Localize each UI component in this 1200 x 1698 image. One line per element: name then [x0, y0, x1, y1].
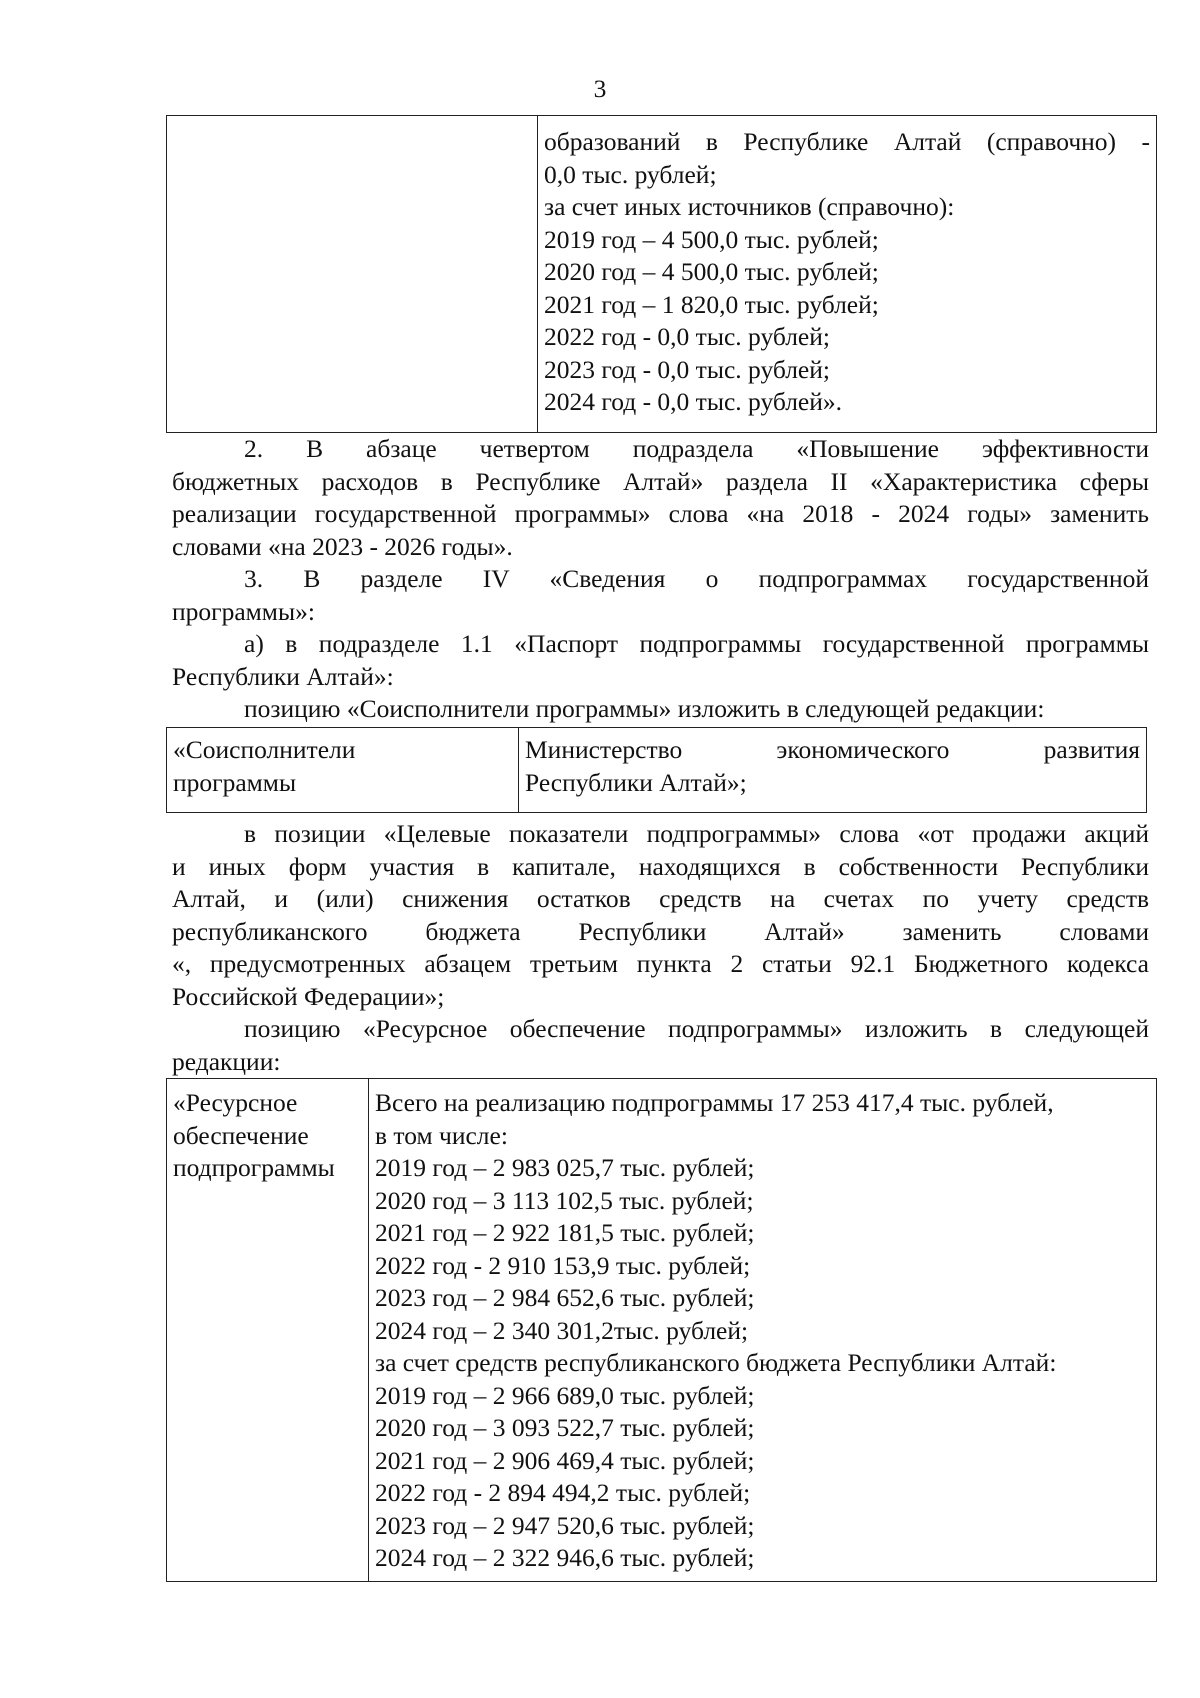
coexecutors-table: [166, 727, 1147, 813]
table-line: за счет иных источников (справочно):: [544, 192, 955, 221]
table-line: «Соисполнители: [173, 735, 356, 764]
paragraph-resource-intro: [172, 1013, 1149, 1078]
text-line: 3. В разделе IV «Сведения о подпрограммах государственной: [244, 564, 1149, 593]
paragraph-coexec-intro: [172, 693, 1149, 726]
paragraph-item-3: [172, 563, 1149, 628]
table-line: 2023 год – 2 984 652,6 тыс. рублей;: [375, 1283, 755, 1312]
table-line: 2022 год - 2 910 153,9 тыс. рублей;: [375, 1250, 751, 1280]
text-line: Республики Алтай»:: [172, 661, 394, 691]
text-line: бюджетных расходов в Республике Алтай» раздела II «Характеристика сферы: [172, 466, 1149, 496]
table-line: 2024 год – 2 322 946,6 тыс. рублей;: [375, 1543, 755, 1572]
text-line: Алтай, и (или) снижения остатков средств на счетах по учету средств: [172, 884, 1149, 913]
paragraph-item-2: [172, 433, 1149, 563]
text-line: программы»:: [172, 596, 315, 626]
text-line: в позиции «Целевые показатели подпрограммы» слова «от продажи акций: [244, 819, 1149, 848]
paragraph-item-3a: [172, 628, 1149, 693]
table-cell-empty: [167, 116, 538, 433]
text-line: «, предусмотренных абзацем третьим пункта 2 статьи 92.1 Бюджетного кодекса: [172, 949, 1149, 978]
table-line: 2024 год – 2 340 301,2тыс. рублей;: [375, 1315, 749, 1345]
text-line: 2. В абзаце четвертом подраздела «Повышение эффективности: [244, 434, 1149, 463]
text-line: республиканского бюджета Республики Алтай» заменить словами: [172, 916, 1149, 946]
table-line: 2021 год – 1 820,0 тыс. рублей;: [544, 289, 879, 319]
table-line: 2024 год - 0,0 тыс. рублей».: [544, 387, 843, 416]
table-cell-resource-values: [369, 1079, 1157, 1582]
table-line: за счет средств республиканского бюджета Республики Алтай:: [375, 1348, 1057, 1377]
table-line: программы: [173, 767, 297, 797]
table-line: 2023 год - 0,0 тыс. рублей;: [544, 354, 830, 384]
table-line: 2021 год – 2 906 469,4 тыс. рублей;: [375, 1445, 755, 1475]
text-line: позицию «Соисполнители программы» изложить в следующей редакции:: [244, 694, 1045, 723]
text-line: редакции:: [172, 1046, 281, 1076]
table-line: 2020 год – 4 500,0 тыс. рублей;: [544, 257, 879, 286]
table-line: обеспечение: [173, 1120, 309, 1150]
table-cell-resource-label: [167, 1079, 369, 1582]
table-line: 2023 год – 2 947 520,6 тыс. рублей;: [375, 1510, 755, 1540]
table-line: 2022 год - 0,0 тыс. рублей;: [544, 322, 830, 351]
table-line: 2021 год – 2 922 181,5 тыс. рублей;: [375, 1218, 755, 1247]
table-line: Министерство экономического развития: [525, 735, 1140, 764]
resource-provision-table: [166, 1078, 1157, 1582]
text-line: словами «на 2023 - 2026 годы».: [172, 531, 513, 561]
paragraph-target-indicators: [172, 818, 1149, 1013]
text-line: и иных форм участия в капитале, находящихся в собственности Республики: [172, 851, 1149, 881]
page-number: 3: [593, 74, 607, 103]
text-line: позицию «Ресурсное обеспечение подпрограммы» изложить в следующей: [244, 1014, 1149, 1043]
table-line: 2019 год – 4 500,0 тыс. рублей;: [544, 224, 879, 254]
table-cell-funding-other: [538, 116, 1157, 433]
table-line: 2019 год – 2 983 025,7 тыс. рублей;: [375, 1153, 755, 1182]
table-line: «Ресурсное: [173, 1088, 298, 1117]
table-line: 0,0 тыс. рублей;: [544, 159, 717, 189]
table-line: 2022 год - 2 894 494,2 тыс. рублей;: [375, 1478, 751, 1507]
table-line: 2019 год – 2 966 689,0 тыс. рублей;: [375, 1380, 755, 1410]
table-line: 2020 год – 3 093 522,7 тыс. рублей;: [375, 1413, 755, 1442]
text-line: Российской Федерации»;: [172, 981, 445, 1011]
table-line: Всего на реализацию подпрограммы 17 253 417,4 тыс. рублей,: [375, 1088, 1054, 1117]
text-line: а) в подразделе 1.1 «Паспорт подпрограммы государственной программы: [244, 629, 1149, 658]
funding-table-continuation: [166, 115, 1157, 433]
table-cell-coexec-label: [167, 728, 519, 813]
table-line: образований в Республике Алтай (справочно) -: [544, 127, 1150, 156]
text-line: реализации государственной программы» слова «на 2018 - 2024 годы» заменить: [172, 499, 1149, 528]
table-line: 2020 год – 3 113 102,5 тыс. рублей;: [375, 1185, 754, 1215]
table-line: в том числе:: [375, 1120, 508, 1150]
table-cell-coexec-value: [519, 728, 1147, 813]
table-line: подпрограммы: [173, 1153, 335, 1182]
table-line: Республики Алтай»;: [525, 767, 747, 797]
